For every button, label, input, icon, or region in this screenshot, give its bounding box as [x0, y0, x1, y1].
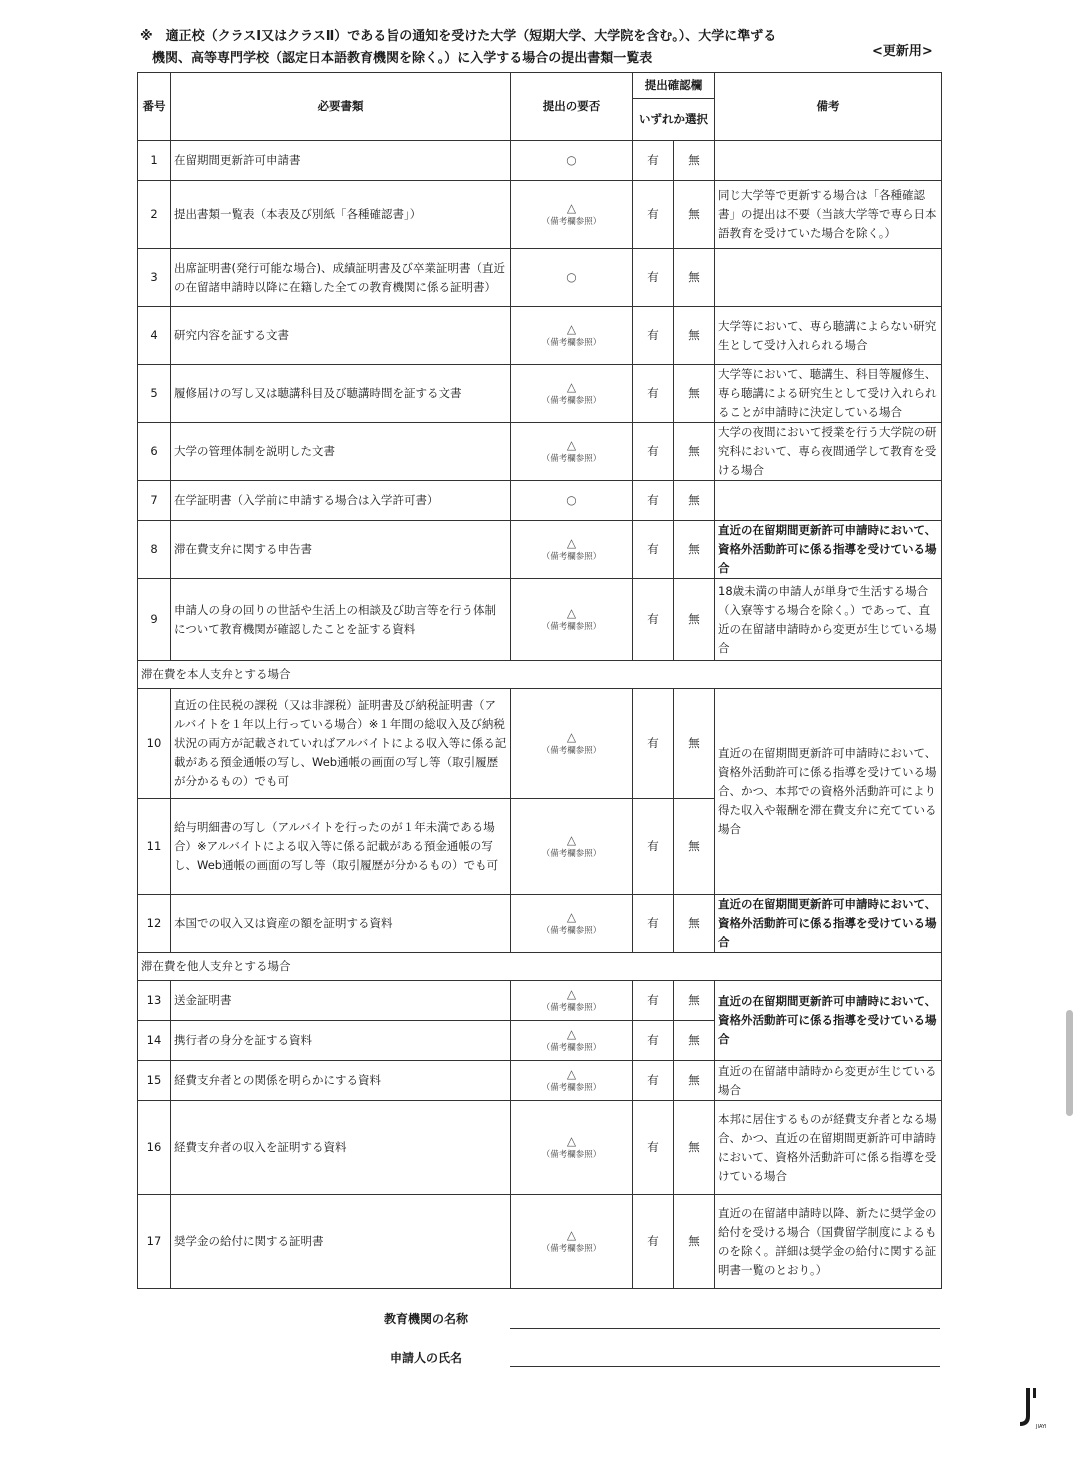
notes-cell: 直近の在留諸申請時以降、新たに奨学金の給付を受ける場合（国費留学制度によるものを除く。詳細は奨学金の給付に関する証明書一覧のとおり。）	[715, 1195, 942, 1289]
table-row	[138, 141, 942, 181]
applicant-name-label: 申請人の氏名	[390, 1351, 463, 1365]
row-number: 10	[138, 689, 171, 799]
requirement-mark: △	[566, 730, 577, 744]
see-notes-label: （備考欄参照）	[541, 926, 602, 936]
table-row	[138, 1101, 942, 1195]
row-number: 6	[138, 423, 171, 481]
document-header	[140, 26, 950, 70]
document-name: 在留期間更新許可申請書	[171, 141, 511, 181]
see-notes-label: （備考欄参照）	[541, 552, 602, 562]
see-notes-label: （備考欄参照）	[541, 217, 602, 227]
notes-cell	[715, 249, 942, 307]
check-no[interactable]: 無	[674, 1061, 715, 1101]
requirement-cell	[511, 141, 633, 181]
check-yes[interactable]: 有	[633, 1101, 674, 1195]
check-yes[interactable]: 有	[633, 181, 674, 249]
column-documents: 必要書類	[171, 73, 511, 141]
column-requirement: 提出の要否	[511, 73, 633, 141]
requirement-mark: ○	[566, 493, 577, 507]
see-notes-label: （備考欄参照）	[541, 1043, 602, 1053]
row-number: 7	[138, 481, 171, 521]
check-no[interactable]: 無	[674, 579, 715, 661]
header-row	[138, 73, 942, 99]
row-number: 17	[138, 1195, 171, 1289]
check-yes[interactable]: 有	[633, 799, 674, 895]
document-name: 携行者の身分を証する資料	[171, 1021, 511, 1061]
table-row	[138, 689, 942, 799]
requirement-cell	[511, 1101, 633, 1195]
table-row	[138, 1195, 942, 1289]
notes-cell: 大学の夜間において授業を行う大学院の研究科において、専ら夜間通学して教育を受ける場合	[715, 423, 942, 481]
document-name: 送金証明書	[171, 981, 511, 1021]
column-notes: 備考	[715, 73, 942, 141]
notes-cell: 18歳未満の申請人が単身で生活する場合（入寮等する場合を除く。）であって、直近の在留諸申請時から変更が生じている場合	[715, 579, 942, 661]
check-yes[interactable]: 有	[633, 579, 674, 661]
table-row	[138, 579, 942, 661]
school-name-field[interactable]	[510, 1328, 940, 1329]
check-no[interactable]: 無	[674, 1195, 715, 1289]
check-no[interactable]: 無	[674, 365, 715, 423]
requirement-cell	[511, 1061, 633, 1101]
header-line-1: ※ 適正校（クラスⅠ又はクラスⅡ）である旨の通知を受けた大学（短期大学、大学院を含む。）、大学に準ずる	[140, 29, 777, 44]
requirement-cell	[511, 249, 633, 307]
school-name-label: 教育機関の名称	[384, 1312, 469, 1326]
requirement-mark: ○	[566, 270, 577, 284]
see-notes-label: （備考欄参照）	[541, 1244, 602, 1254]
notes-cell: 直近の在留期間更新許可申請時において、資格外活動許可に係る指導を受けている場合	[715, 895, 942, 953]
requirement-mark: △	[566, 536, 577, 550]
notes-cell: 直近の在留期間更新許可申請時において、資格外活動許可に係る指導を受けている場合	[715, 521, 942, 579]
see-notes-label: （備考欄参照）	[541, 1083, 602, 1093]
see-notes-label: （備考欄参照）	[541, 849, 602, 859]
check-no[interactable]: 無	[674, 141, 715, 181]
document-name: 奨学金の給付に関する証明書	[171, 1195, 511, 1289]
check-yes[interactable]: 有	[633, 895, 674, 953]
notes-cell: 直近の在留期間更新許可申請時において、資格外活動許可に係る指導を受けている場合、かつ、本邦での資格外活動許可により得た収入や報酬を滞在費支弁に充てている場合	[715, 689, 942, 895]
document-name: 提出書類一覧表（本表及び別紙「各種確認書」）	[171, 181, 511, 249]
requirement-mark: △	[566, 606, 577, 620]
see-notes-label: （備考欄参照）	[541, 338, 602, 348]
check-no[interactable]: 無	[674, 799, 715, 895]
requirement-mark: △	[566, 833, 577, 847]
requirement-cell	[511, 481, 633, 521]
scrollbar-thumb[interactable]	[1066, 1010, 1073, 1116]
requirement-cell	[511, 689, 633, 799]
see-notes-label: （備考欄参照）	[541, 1150, 602, 1160]
check-yes[interactable]: 有	[633, 481, 674, 521]
logo-text: JIAYI	[1036, 1424, 1047, 1430]
required-documents-table	[137, 72, 942, 1289]
row-number: 9	[138, 579, 171, 661]
table-row	[138, 1061, 942, 1101]
requirement-cell	[511, 521, 633, 579]
check-yes[interactable]: 有	[633, 521, 674, 579]
requirement-mark: △	[566, 910, 577, 924]
row-number: 11	[138, 799, 171, 895]
check-yes[interactable]: 有	[633, 141, 674, 181]
check-no[interactable]: 無	[674, 1101, 715, 1195]
table-row	[138, 307, 942, 365]
requirement-mark: △	[566, 1067, 577, 1081]
check-yes[interactable]: 有	[633, 249, 674, 307]
see-notes-label: （備考欄参照）	[541, 746, 602, 756]
row-number: 13	[138, 981, 171, 1021]
notes-cell	[715, 481, 942, 521]
row-number: 1	[138, 141, 171, 181]
row-number: 12	[138, 895, 171, 953]
notes-cell: 同じ大学等で更新する場合は「各種確認書」の提出は不要（当該大学等で専ら日本語教育を受けていた場合を除く。）	[715, 181, 942, 249]
see-notes-label: （備考欄参照）	[541, 1003, 602, 1013]
check-no[interactable]: 無	[674, 895, 715, 953]
row-number: 4	[138, 307, 171, 365]
requirement-mark: ○	[566, 153, 577, 167]
row-number: 14	[138, 1021, 171, 1061]
row-number: 16	[138, 1101, 171, 1195]
table-row	[138, 481, 942, 521]
requirement-mark: △	[566, 987, 577, 1001]
row-number: 3	[138, 249, 171, 307]
column-check-sub: いずれか選択	[633, 99, 715, 141]
column-number: 番号	[138, 73, 171, 141]
check-no[interactable]: 無	[674, 181, 715, 249]
requirement-cell	[511, 895, 633, 953]
notes-cell: 直近の在留期間更新許可申請時において、資格外活動許可に係る指導を受けている場合	[715, 981, 942, 1061]
see-notes-label: （備考欄参照）	[541, 454, 602, 464]
check-yes[interactable]: 有	[633, 981, 674, 1021]
requirement-cell	[511, 307, 633, 365]
check-yes[interactable]: 有	[633, 689, 674, 799]
row-number: 15	[138, 1061, 171, 1101]
document-name: 滞在費支弁に関する申告書	[171, 521, 511, 579]
check-no[interactable]: 無	[674, 1021, 715, 1061]
column-check: 提出確認欄	[633, 73, 715, 99]
check-yes[interactable]: 有	[633, 423, 674, 481]
applicant-name-field[interactable]	[510, 1366, 940, 1367]
notes-cell: 本邦に居住するものが経費支弁者となる場合、かつ、直近の在留期間更新許可申請時において、資格外活動許可に係る指導を受けている場合	[715, 1101, 942, 1195]
row-number: 2	[138, 181, 171, 249]
requirement-cell	[511, 981, 633, 1021]
header-line-2: 機関、高等専門学校（認定日本語教育機関を除く。）に入学する場合の提出書類一覧表	[152, 51, 653, 66]
check-yes[interactable]: 有	[633, 1021, 674, 1061]
document-name: 出席証明書(発行可能な場合)、成績証明書及び卒業証明書（直近の在留諸申請時以降に在籍した全ての教育機関に係る証明書）	[171, 249, 511, 307]
document-name: 大学の管理体制を説明した文書	[171, 423, 511, 481]
document-name: 直近の住民税の課税（又は非課税）証明書及び納税証明書（アルバイトを１年以上行っている場合）※１年間の総収入及び納税状況の両方が記載されていればアルバイトによる収入等に係る記載がある預金通帳の写し、Web通帳の画面の写し等（取引履歴が分かるもの）でも可	[171, 689, 511, 799]
check-no[interactable]: 無	[674, 249, 715, 307]
edition-label: <更新用>	[872, 44, 933, 59]
table-row	[138, 365, 942, 423]
requirement-mark: △	[566, 322, 577, 336]
row-number: 5	[138, 365, 171, 423]
notes-cell	[715, 141, 942, 181]
document-name: 在学証明書（入学前に申請する場合は入学許可書）	[171, 481, 511, 521]
section-row	[138, 661, 942, 689]
notes-cell: 大学等において、専ら聴講によらない研究生として受け入れられる場合	[715, 307, 942, 365]
requirement-mark: △	[566, 1027, 577, 1041]
requirement-mark: △	[566, 380, 577, 394]
check-no[interactable]: 無	[674, 689, 715, 799]
requirement-mark: △	[566, 1134, 577, 1148]
section-heading: 滞在費を本人支弁とする場合	[138, 661, 942, 689]
table-row	[138, 181, 942, 249]
notes-cell: 直近の在留諸申請時から変更が生じている場合	[715, 1061, 942, 1101]
check-no[interactable]: 無	[674, 307, 715, 365]
requirement-cell	[511, 1195, 633, 1289]
check-no[interactable]: 無	[674, 981, 715, 1021]
requirement-cell	[511, 579, 633, 661]
see-notes-label: （備考欄参照）	[541, 622, 602, 632]
check-yes[interactable]: 有	[633, 1195, 674, 1289]
document-name: 経費支弁者との関係を明らかにする資料	[171, 1061, 511, 1101]
jiayi-logo	[1016, 1386, 1066, 1432]
requirement-mark: △	[566, 438, 577, 452]
requirement-cell	[511, 365, 633, 423]
document-name: 申請人の身の回りの世話や生活上の相談及び助言等を行う体制について教育機関が確認したことを証する資料	[171, 579, 511, 661]
requirement-cell	[511, 1021, 633, 1061]
table-row	[138, 249, 942, 307]
document-name: 履修届けの写し又は聴講科目及び聴講時間を証する文書	[171, 365, 511, 423]
document-name: 経費支弁者の収入を証明する資料	[171, 1101, 511, 1195]
requirement-cell	[511, 799, 633, 895]
notes-cell: 大学等において、聴講生、科目等履修生、専ら聴講による研究生として受け入れられることが申請時に決定している場合	[715, 365, 942, 423]
requirement-mark: △	[566, 201, 577, 215]
check-no[interactable]: 無	[674, 521, 715, 579]
table-row	[138, 895, 942, 953]
document-name: 本国での収入又は資産の額を証明する資料	[171, 895, 511, 953]
table-row	[138, 521, 942, 579]
document-name: 給与明細書の写し（アルバイトを行ったのが１年未満である場合）※アルバイトによる収入等に係る記載がある預金通帳の写し、Web通帳の画面の写し等（取引履歴が分かるもの）でも可	[171, 799, 511, 895]
check-yes[interactable]: 有	[633, 307, 674, 365]
see-notes-label: （備考欄参照）	[541, 396, 602, 406]
section-heading: 滞在費を他人支弁とする場合	[138, 953, 942, 981]
requirement-cell	[511, 423, 633, 481]
row-number: 8	[138, 521, 171, 579]
document-name: 研究内容を証する文書	[171, 307, 511, 365]
check-no[interactable]: 無	[674, 423, 715, 481]
check-no[interactable]: 無	[674, 481, 715, 521]
section-row	[138, 953, 942, 981]
check-yes[interactable]: 有	[633, 365, 674, 423]
check-yes[interactable]: 有	[633, 1061, 674, 1101]
requirement-mark: △	[566, 1228, 577, 1242]
table-row	[138, 423, 942, 481]
requirement-cell	[511, 181, 633, 249]
table-row	[138, 981, 942, 1021]
